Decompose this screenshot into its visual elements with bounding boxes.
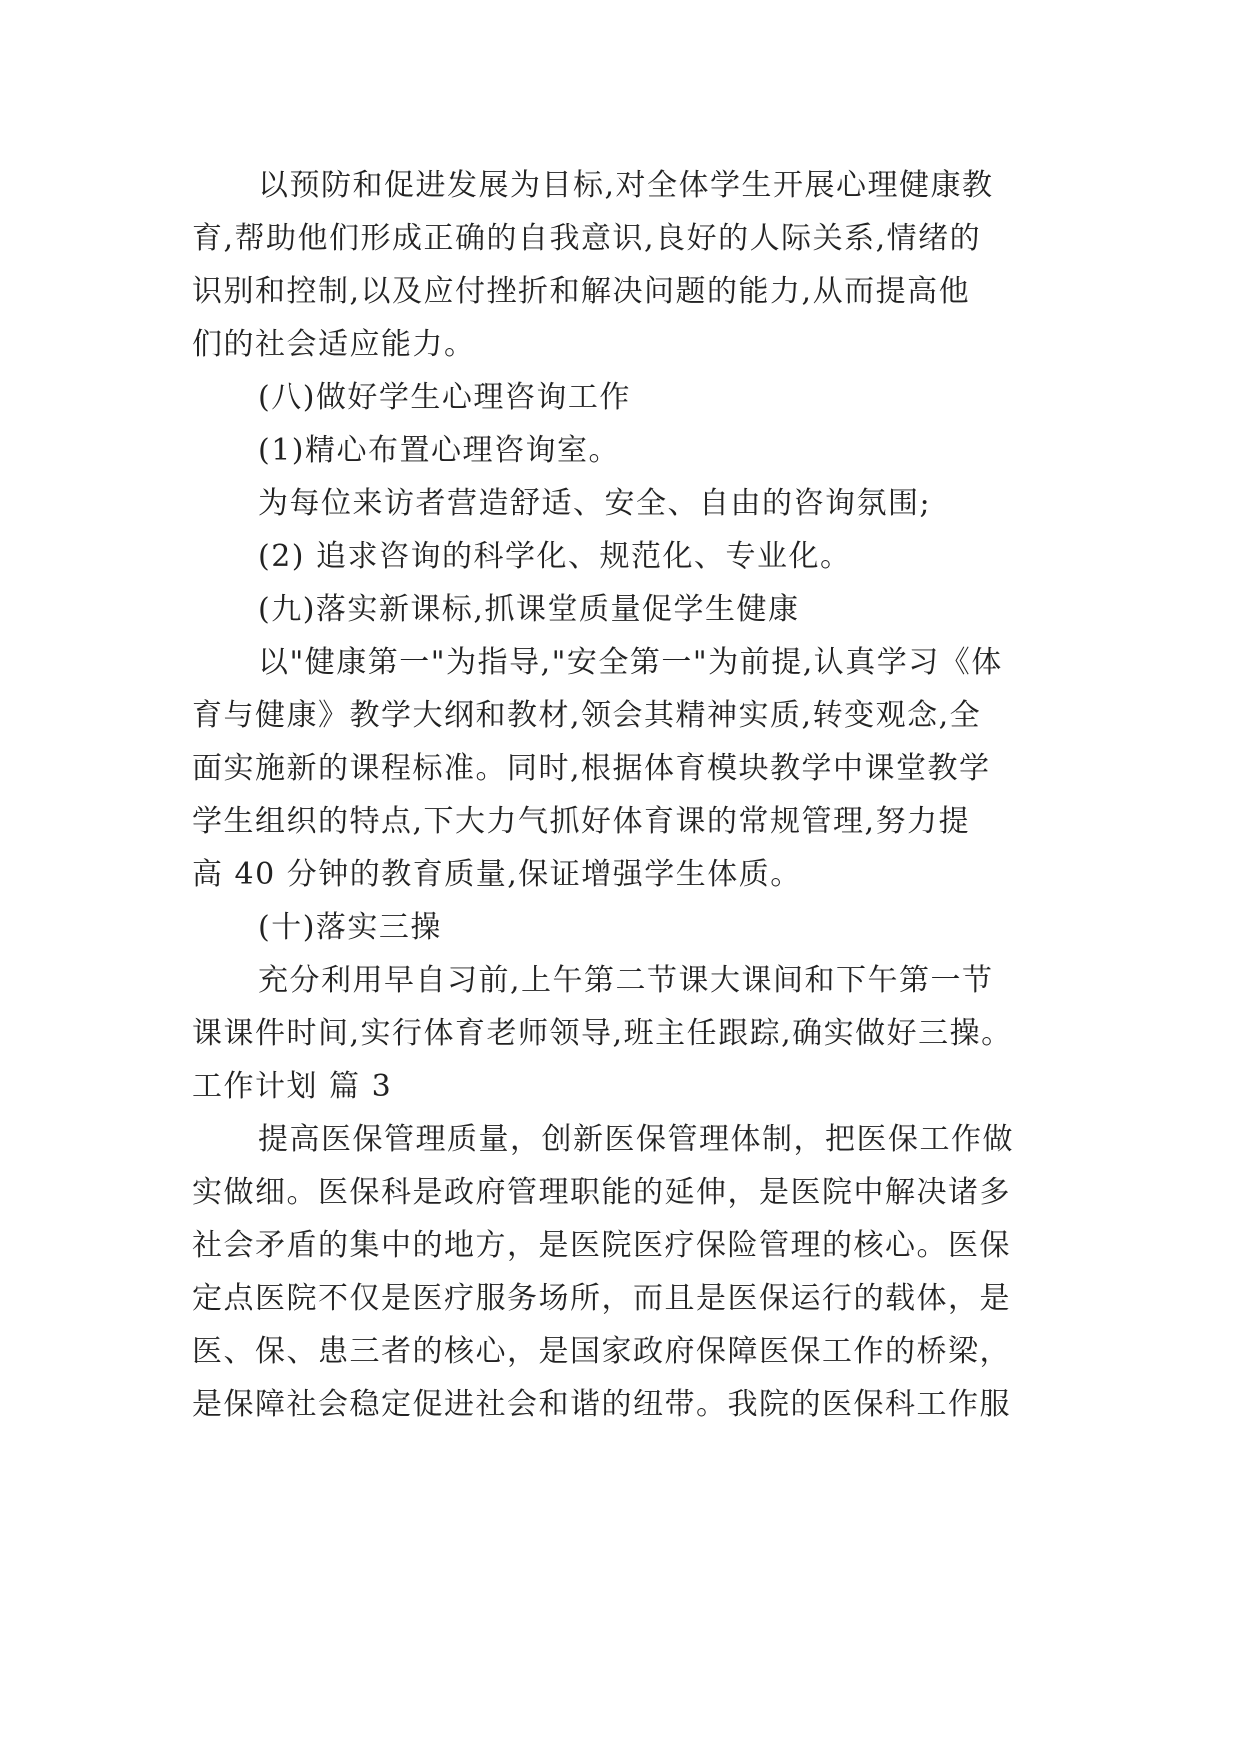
- text-line: 育,帮助他们形成正确的自我意识,良好的人际关系,情绪的: [192, 221, 982, 256]
- text-line: 充分利用早自习前,上午第二节课大课间和下午第一节: [258, 963, 994, 998]
- section-heading: (十)落实三操: [258, 910, 442, 945]
- text-line: 提高医保管理质量，创新医保管理体制，把医保工作做: [258, 1122, 1014, 1157]
- text-line: 学生组织的特点,下大力气抓好体育课的常规管理,努力提: [192, 804, 971, 839]
- text-line: 实做细。医保科是政府管理职能的延伸，是医院中解决诸多: [192, 1175, 1011, 1210]
- text-line: 识别和控制,以及应付挫折和解决问题的能力,从而提高他: [192, 274, 971, 309]
- text-line: 社会矛盾的集中的地方，是医院医疗保险管理的核心。医保: [192, 1228, 1011, 1263]
- text-line: 以"健康第一"为指导,"安全第一"为前提,认真学习《体: [258, 645, 1003, 680]
- text-line: (1)精心布置心理咨询室。: [258, 433, 620, 468]
- text-line: 们的社会适应能力。: [192, 327, 476, 362]
- chapter-heading: 工作计划 篇 3: [192, 1069, 393, 1104]
- text-line: 为每位来访者营造舒适、安全、自由的咨询氛围;: [258, 486, 932, 521]
- text-line: 是保障社会稳定促进社会和谐的纽带。我院的医保科工作服: [192, 1387, 1011, 1422]
- text-line: 课课件时间,实行体育老师领导,班主任跟踪,确实做好三操。: [192, 1016, 1013, 1051]
- text-line: 医、保、患三者的核心，是国家政府保障医保工作的桥梁，: [192, 1334, 1011, 1369]
- text-line: 定点医院不仅是医疗服务场所，而且是医保运行的载体，是: [192, 1281, 1011, 1316]
- text-line: 高 40 分钟的教育质量,保证增强学生体质。: [192, 857, 802, 892]
- text-line: 育与健康》教学大纲和教材,领会其精神实质,转变观念,全: [192, 698, 982, 733]
- section-heading: (八)做好学生心理咨询工作: [258, 380, 631, 415]
- section-heading: (九)落实新课标,抓课堂质量促学生健康: [258, 592, 800, 627]
- text-line: 以预防和促进发展为目标,对全体学生开展心理健康教: [258, 168, 994, 203]
- text-line: (2) 追求咨询的科学化、规范化、专业化。: [258, 539, 852, 574]
- text-line: 面实施新的课程标准。同时,根据体育模块教学中课堂教学: [192, 751, 991, 786]
